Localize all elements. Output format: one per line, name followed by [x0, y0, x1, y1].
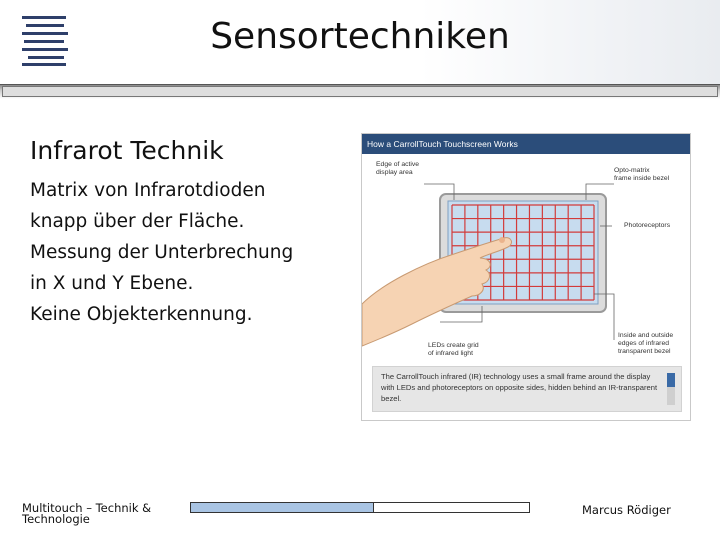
- label-edge: Edge of active display area: [376, 161, 420, 176]
- footer-course: Multitouch – Technik & Technologie: [22, 501, 152, 526]
- slide-subtitle: Infrarot Technik: [30, 136, 224, 165]
- body-line-1: Matrix von Infrarotdioden: [30, 180, 266, 201]
- progress-fill: [191, 503, 374, 512]
- label-opto: Opto-matrix frame inside bezel: [614, 167, 670, 182]
- slide-progress-bar: [190, 502, 530, 513]
- slide-header: [0, 0, 720, 86]
- slide-content: [30, 136, 350, 330]
- body-line-4: in X und Y Ebene.: [30, 273, 194, 294]
- body-line-5: Keine Objekterkennung.: [30, 304, 253, 325]
- label-bezel-edges: Inside and outside edges of infrared transparent bezel: [618, 332, 674, 355]
- touchscreen-diagram: [361, 133, 691, 421]
- label-photoreceptors: Photoreceptors: [624, 222, 671, 229]
- header-bar-inner: [2, 86, 718, 97]
- label-leds: LEDs create grid of infrared light: [428, 342, 479, 357]
- body-line-3: Messung der Unterbrechung: [30, 242, 294, 263]
- fingertip: [499, 237, 505, 243]
- figure-header: How a CarrollTouch Touchscreen Works: [362, 134, 690, 154]
- figure-caption: The CarrollTouch infrared (IR) technology uses a small frame around the display with LEDs and photoreceptors on opposite sides, hidden behind an IR-transparent bezel.: [372, 366, 682, 412]
- body-line-2: knapp über der Fläche.: [30, 211, 245, 232]
- caption-scrollbar[interactable]: [667, 373, 675, 405]
- footer-author: Marcus Rödiger: [582, 503, 671, 517]
- slide-title: Sensortechniken: [210, 16, 510, 57]
